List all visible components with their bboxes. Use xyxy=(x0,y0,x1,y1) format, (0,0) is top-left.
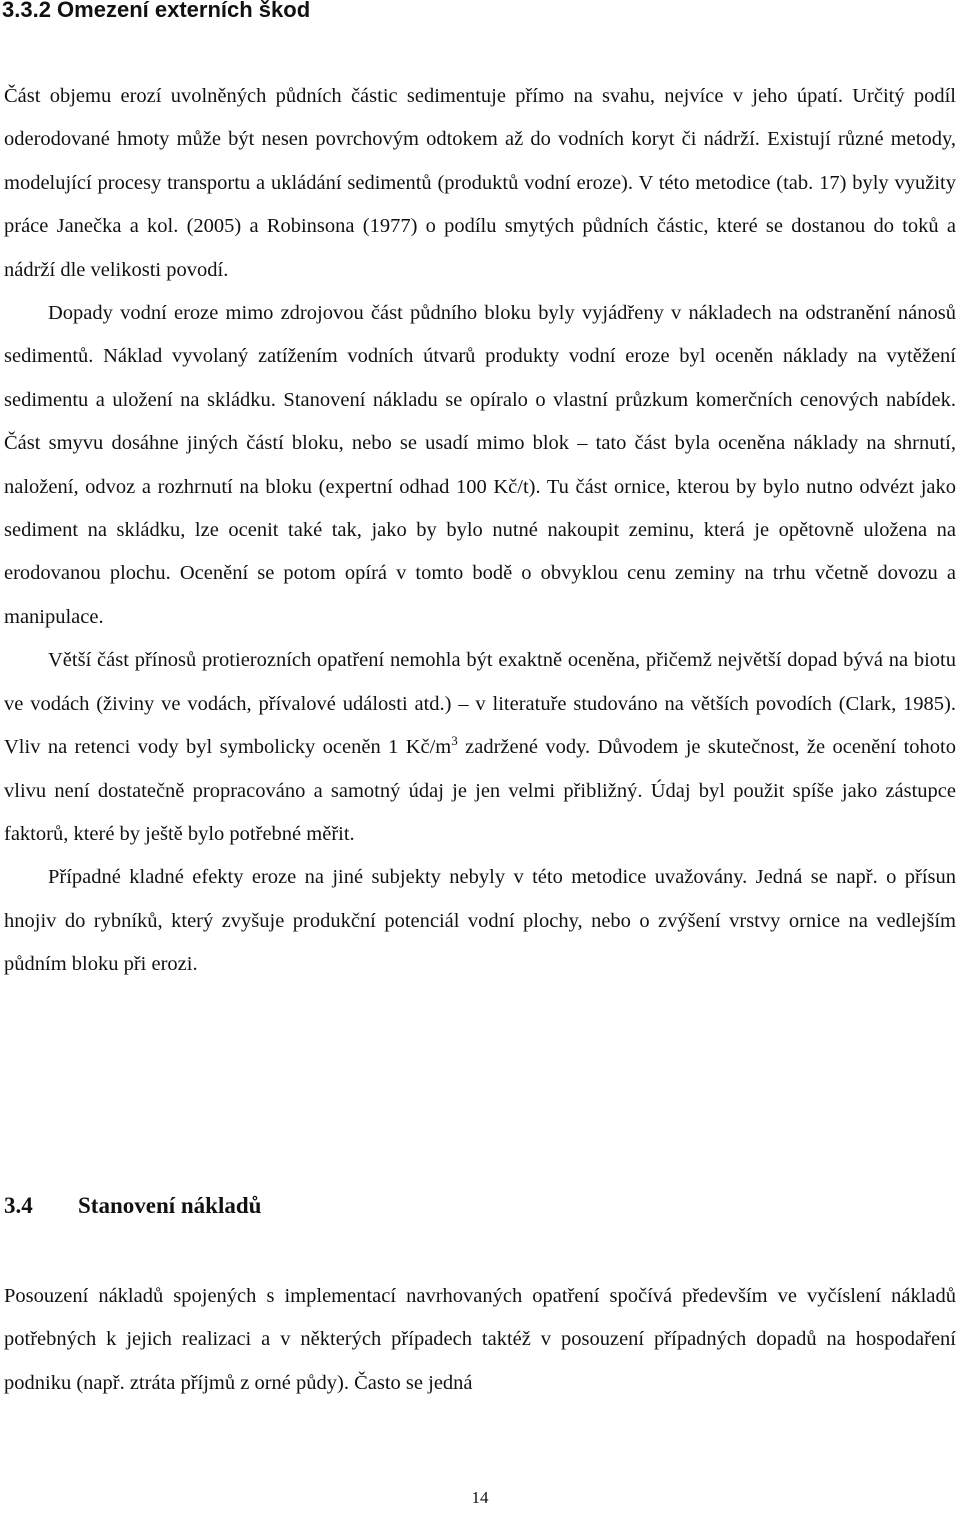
paragraph: Část objemu erozí uvolněných půdních částic sedimentuje přímo na svahu, nejvíce v jeho úpatí. Určitý podíl oderodované hmoty může být nesen povrchovým odtokem až do vodních koryt či nádrží. Existují různé metody, modelující procesy transportu a ukládání sedimentů (produktů vodní eroze). V této metodice (tab. 17) byly využity práce Janečka a kol. (2005) a Robinsona (1977) o podílu smytých půdních částic, které se dostanou do toků a nádrží dle velikosti povodí. xyxy=(4,85,956,281)
paragraph xyxy=(4,639,956,856)
body-text-block xyxy=(4,75,956,987)
superscript: 3 xyxy=(451,733,458,749)
paragraph: Posouzení nákladů spojených s implementací navrhovaných opatření spočívá především ve vyčíslení nákladů potřebných k jejich realizaci a v některých případech taktéž v posouzení případných dopadů na hospodaření podniku (např. ztráta příjmů z orné půdy). Často se jedná xyxy=(4,1285,956,1394)
paragraph: Případné kladné efekty eroze na jiné subjekty nebyly v této metodice uvažovány. Jedná se např. o přísun hnojiv do rybníků, který zvyšuje produkční potenciál vodní plochy, nebo o zvýšení vrstvy ornice na vedlejším půdním bloku při erozi. xyxy=(4,866,956,976)
paragraph: Dopady vodní eroze mimo zdrojovou část půdního bloku byly vyjádřeny v nákladech na odstranění nánosů sedimentů. Náklad vyvolaný zatížením vodních útvarů produkty vodní eroze byl oceněn náklady na vytěžení sedimentu a uložení na skládku. Stanovení nákladu se opíralo o vlastní průzkum komerčních cenových nabídek. Část smyvu dosáhne jiných částí bloku, nebo se usadí mimo blok – tato část byla oceněna náklady na shrnutí, naložení, odvoz a rozhrnutí na bloku (expertní odhad 100 Kč/t). Tu část ornice, kterou by bylo nutno odvézt jako sediment na skládku, lze ocenit také tak, jako by bylo nutné nakoupit zeminu, která je opětovně uložena na erodovanou plochu. Ocenění se potom opírá v tomto bodě o obvyklou cenu zeminy na trhu včetně dovozu a manipulace. xyxy=(4,302,956,628)
section-title: Stanovení nákladů xyxy=(78,1193,262,1218)
body-text-block xyxy=(4,1275,956,1405)
paragraph-text: zadržené vody. Důvodem je skutečnost, že ocenění tohoto vlivu není dostatečně propracováno a samotný údaj je jen velmi přibližný. Údaj byl použit spíše jako zástupce faktorů, které by ještě bylo potřebné měřit. xyxy=(4,736,956,845)
paragraph-text: Větší část přínosů protierozních opatření nemohla být exaktně oceněna, přičemž největší dopad bývá na biotu ve vodách (živiny ve vodách, přívalové události atd.) – v literatuře studováno na větších povodích (Clark, 1985). Vliv na retenci vody byl symbolicky oceněn 1 Kč/m xyxy=(4,649,956,759)
subsection-heading: 3.3.2 Omezení externích škod xyxy=(2,0,311,22)
section-number: 3.4 xyxy=(4,1193,33,1218)
section-heading xyxy=(4,1190,261,1222)
page-number: 14 xyxy=(471,1488,489,1507)
